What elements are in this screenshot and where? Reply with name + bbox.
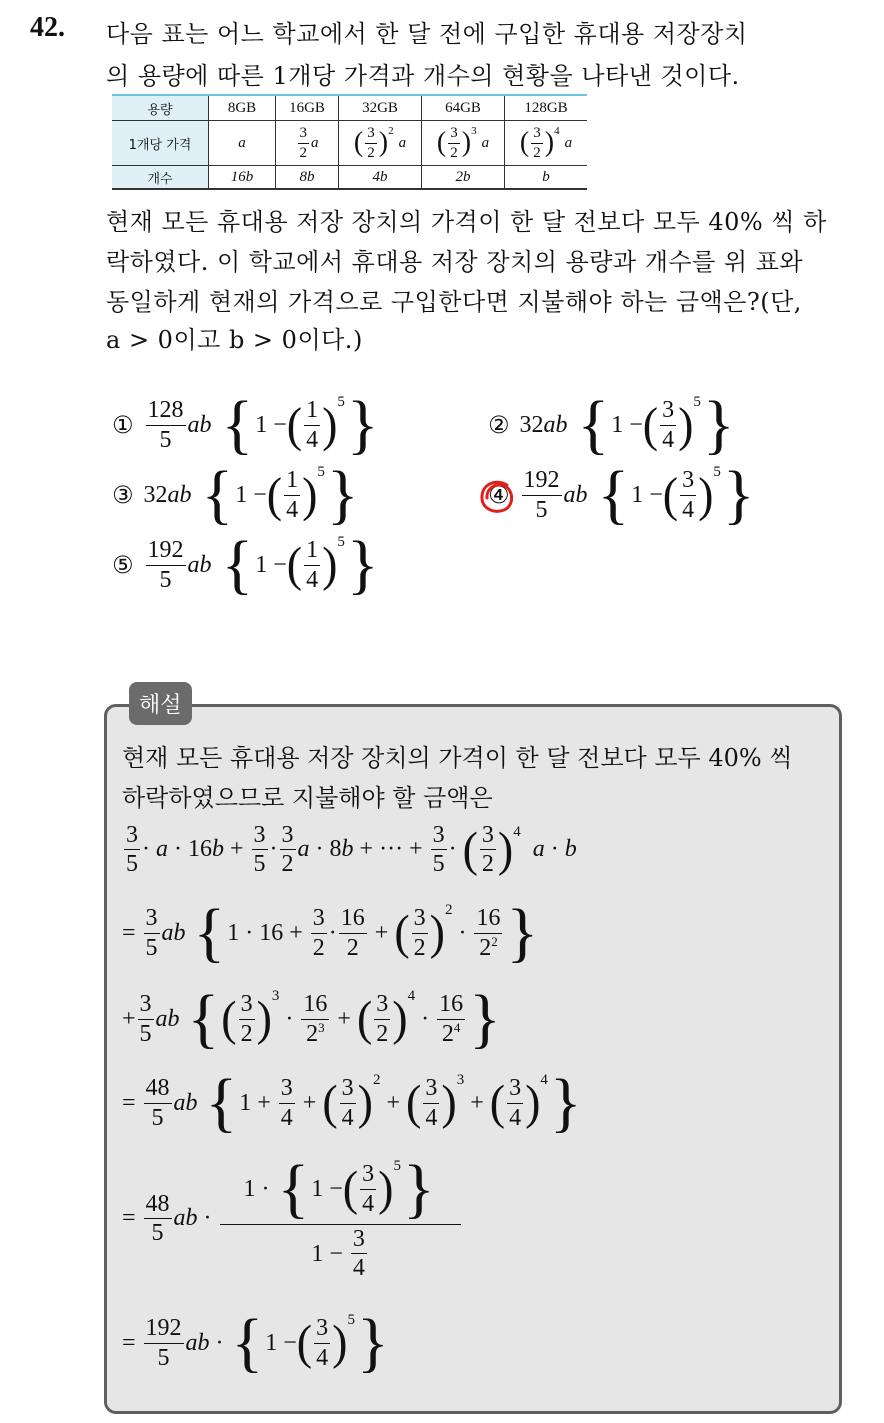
table-header-capacity: 용량 bbox=[112, 95, 209, 121]
price-64gb-exponent: 3 bbox=[471, 125, 477, 137]
table-price-label: 1개당 가격 bbox=[112, 121, 209, 166]
condition-line-3: 동일하게 현재의 가격으로 구입한다면 지불해야 하는 금액은?(단, bbox=[106, 288, 802, 316]
answer-mark-circle-icon bbox=[477, 477, 517, 517]
price-128gb: ( $\frac{3}{2}$ ) 4 a bbox=[505, 121, 588, 166]
price-32gb-exponent: 2 bbox=[388, 125, 394, 137]
table-header-64gb: 64GB bbox=[422, 95, 505, 121]
solution-step-1: $\frac{3}{5}$ · a · 16 b + $\frac{3}{5}$ · $\frac{3}{2}$ a · 8 b + ··· + $\frac{3}{5}$ · ( $\frac{3}{2}$ ) 4 a · b bbox=[126, 822, 577, 878]
choice-4[interactable]: ④ $\frac{192}{5}$ ab { 1 − ( $\frac{3}{4}$ ) 5 } bbox=[488, 458, 755, 531]
price-64gb: ( $\frac{3}{2}$ ) 3 a bbox=[422, 121, 505, 166]
choice-2-number: ② bbox=[488, 411, 510, 439]
choice-3[interactable]: ③ 32 ab { 1 − ( $\frac{1}{4}$ ) 5 } bbox=[112, 458, 359, 531]
question-number: 42. bbox=[30, 12, 65, 43]
table-header-128gb: 128GB bbox=[505, 95, 588, 121]
solution-text-line-2: 하락하였으므로 지불해야 할 금액은 bbox=[122, 784, 493, 812]
solution-tag: 해설 bbox=[129, 682, 192, 725]
solution-step-3: + $\frac{3}{5}$ ab { ( $\frac{3}{2}$ ) 3 · $\frac{16}{2^3}$ + ( $\frac{3}{2}$ ) 4 · $\frac{16}{2^4}$ } bbox=[122, 982, 501, 1055]
price-32gb: ( $\frac{3}{2}$ ) 2 a bbox=[339, 121, 422, 166]
solution-step-5: = $\frac{48}{5}$ ab · 1 · { 1 − ( $\frac{3}{4}$ ) 5 } 1 − $\frac{3}{4}$ bbox=[122, 1156, 463, 1282]
choice-2[interactable]: ② 32 ab { 1 − ( $\frac{3}{4}$ ) 5 } bbox=[488, 388, 735, 461]
solution-step-4: = $\frac{48}{5}$ ab { 1 + $\frac{3}{4}$ + ( $\frac{3}{4}$ ) 2 + ( $\frac{3}{4}$ ) 3 + ( $\frac{3}{4}$ ) 4 } bbox=[122, 1066, 582, 1139]
choice-5-number: ⑤ bbox=[112, 551, 134, 579]
count-16gb: 8b bbox=[276, 166, 339, 190]
choice-3-number: ③ bbox=[112, 481, 134, 509]
solution-step-2: = $\frac{3}{5}$ ab { 1 · 16 + $\frac{3}{2}$ · $\frac{16}{2}$ + ( $\frac{3}{2}$ ) 2 · $\frac{16}{2^2}$ } bbox=[122, 896, 539, 969]
price-128gb-exponent: 4 bbox=[554, 125, 560, 137]
table-header-row bbox=[112, 95, 587, 121]
table-price-row bbox=[112, 121, 587, 166]
count-128gb: b bbox=[505, 166, 588, 190]
choice-4-number: ④ bbox=[488, 481, 510, 509]
count-32gb: 4b bbox=[339, 166, 422, 190]
question-stem-line-1: 다음 표는 어느 학교에서 한 달 전에 구입한 휴대용 저장장치 bbox=[106, 20, 748, 48]
choice-1-number: ① bbox=[112, 411, 134, 439]
condition-line-2: 락하였다. 이 학교에서 휴대용 저장 장치의 용량과 개수를 위 표와 bbox=[106, 248, 804, 276]
count-8gb: 16b bbox=[209, 166, 276, 190]
price-count-table bbox=[112, 94, 587, 190]
question-stem-line-2: 의 용량에 따른 1개당 가격과 개수의 현황을 나타낸 것이다. bbox=[106, 62, 740, 90]
table-header-8gb: 8GB bbox=[209, 95, 276, 121]
table-header-16gb: 16GB bbox=[276, 95, 339, 121]
count-64gb: 2b bbox=[422, 166, 505, 190]
table-header-32gb: 32GB bbox=[339, 95, 422, 121]
choice-1[interactable]: ① $\frac{128}{5}$ ab { 1 − ( $\frac{1}{4}$ ) 5 } bbox=[112, 388, 379, 461]
solution-step-6: = $\frac{192}{5}$ ab · { 1 − ( $\frac{3}{4}$ ) 5 } bbox=[122, 1306, 389, 1379]
price-8gb: a bbox=[209, 121, 276, 166]
price-16gb: $\frac{3}{2}$ a bbox=[276, 121, 339, 166]
table-count-label: 개수 bbox=[112, 166, 209, 190]
choice-5[interactable]: ⑤ $\frac{192}{5}$ ab { 1 − ( $\frac{1}{4}$ ) 5 } bbox=[112, 528, 379, 601]
condition-line-4: a > 0이고 b > 0이다.) bbox=[106, 326, 363, 354]
solution-text-line-1: 현재 모든 휴대용 저장 장치의 가격이 한 달 전보다 모두 40% 씩 bbox=[122, 744, 793, 772]
condition-line-1: 현재 모든 휴대용 저장 장치의 가격이 한 달 전보다 모두 40% 씩 하 bbox=[106, 208, 827, 236]
table-count-row bbox=[112, 166, 587, 190]
